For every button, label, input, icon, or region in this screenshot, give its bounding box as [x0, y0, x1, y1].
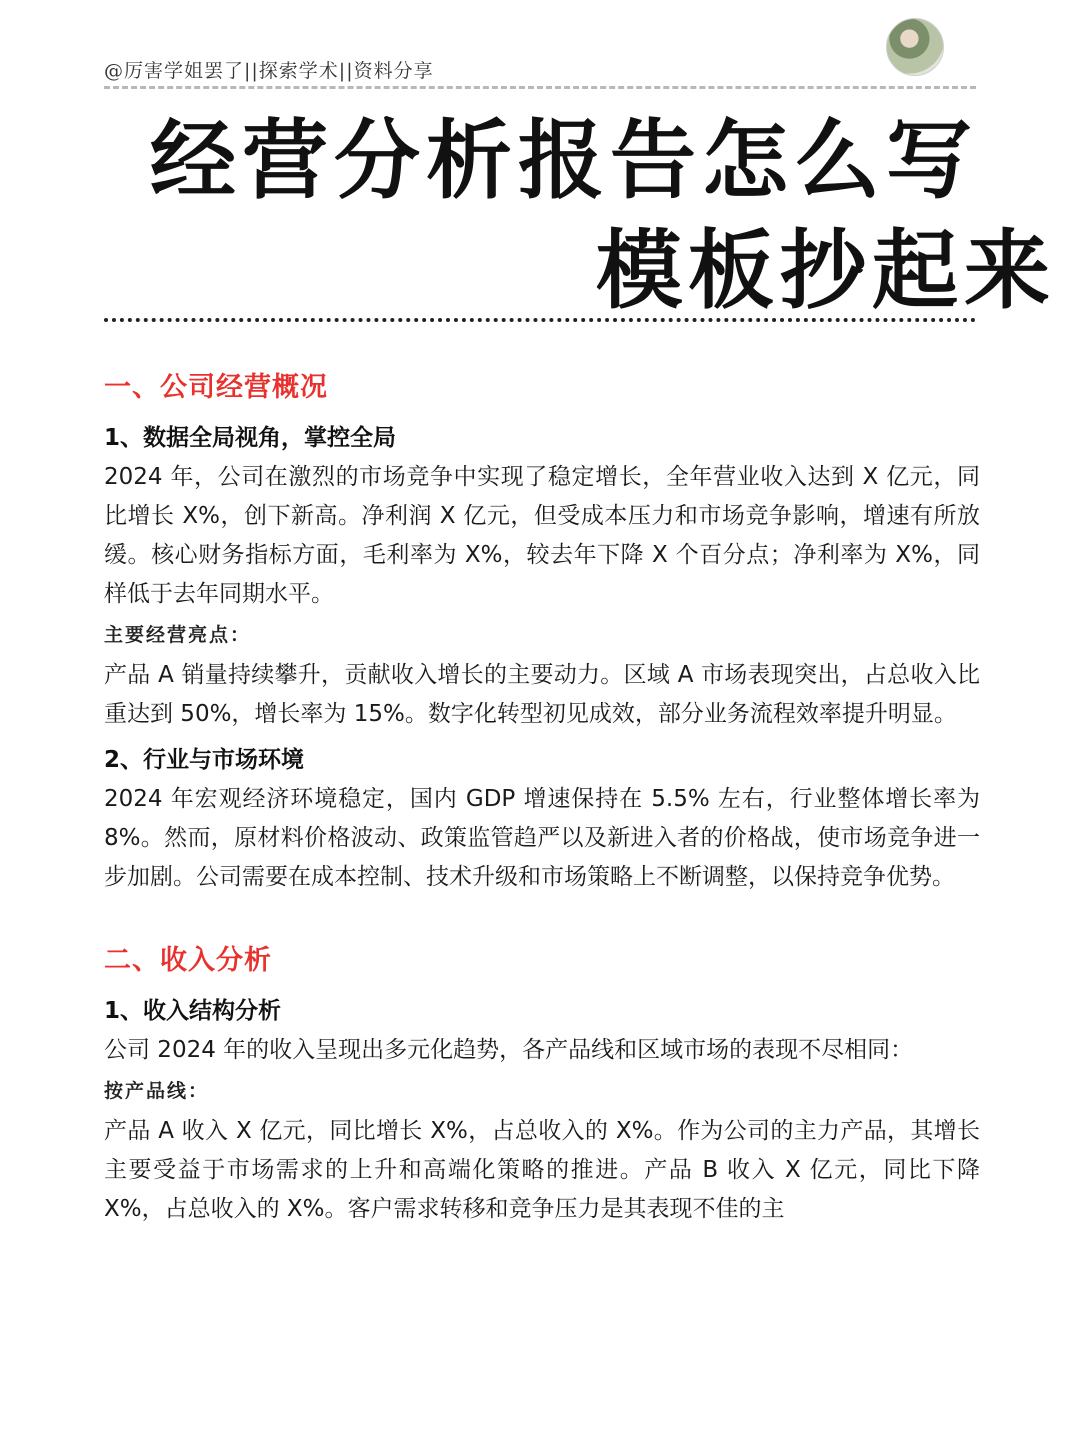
page-title-line2: 模板抄起来: [596, 221, 1056, 321]
highlight-label: 主要经营亮点：: [104, 624, 252, 646]
header-bar: [104, 52, 976, 88]
section-title: 二、收入分析: [104, 945, 272, 976]
title-divider: [104, 318, 976, 322]
account-handle: @厉害学姐罢了||探索学术||资料分享: [104, 60, 434, 82]
paragraph: 产品 A 收入 X 亿元，同比增长 X%，占总收入的 X%。作为公司的主力产品，其增长主要受益于市场需求的上升和高端化策略的推进。产品 B 收入 X 亿元，同比下降 X%，占总收入的 X%。客户需求转移和竞争压力是其表现不佳的主: [104, 1118, 980, 1222]
paragraph: 公司 2024 年的收入呈现出多元化趋势，各产品线和区域市场的表现不尽相同：: [104, 1037, 914, 1063]
avatar[interactable]: [886, 18, 944, 76]
highlight-label: 按产品线：: [104, 1080, 210, 1102]
paragraph: 产品 A 销量持续攀升，贡献收入增长的主要动力。区域 A 市场表现突出，占总收入比重达到 50%，增长率为 15%。数字化转型初见成效，部分业务流程效率提升明显。: [104, 662, 980, 727]
section-title: 一、公司经营概况: [104, 372, 328, 403]
page-title-line1: 经营分析报告怎么写: [150, 111, 978, 211]
subsection-title: 1、数据全局视角，掌控全局: [104, 425, 397, 451]
header-divider: [104, 86, 976, 89]
document-body: [104, 364, 980, 1229]
paragraph: 2024 年宏观经济环境稳定，国内 GDP 增速保持在 5.5% 左右，行业整体增长率为 8%。然而，原材料价格波动、政策监管趋严以及新进入者的价格战，使市场竞争进一步加剧。公司需要在成本控制、技术升级和市场策略上不断调整，以保持竞争优势。: [104, 786, 980, 890]
subsection-title: 2、行业与市场环境: [104, 747, 305, 773]
paragraph: 2024 年，公司在激烈的市场竞争中实现了稳定增长，全年营业收入达到 X 亿元，同比增长 X%，创下新高。净利润 X 亿元，但受成本压力和市场竞争影响，增速有所放缓。核心财务指标方面，毛利率为 X%，较去年下降 X 个百分点；净利率为 X%，同样低于去年同期水平。: [104, 464, 980, 607]
subsection-title: 1、收入结构分析: [104, 998, 282, 1024]
